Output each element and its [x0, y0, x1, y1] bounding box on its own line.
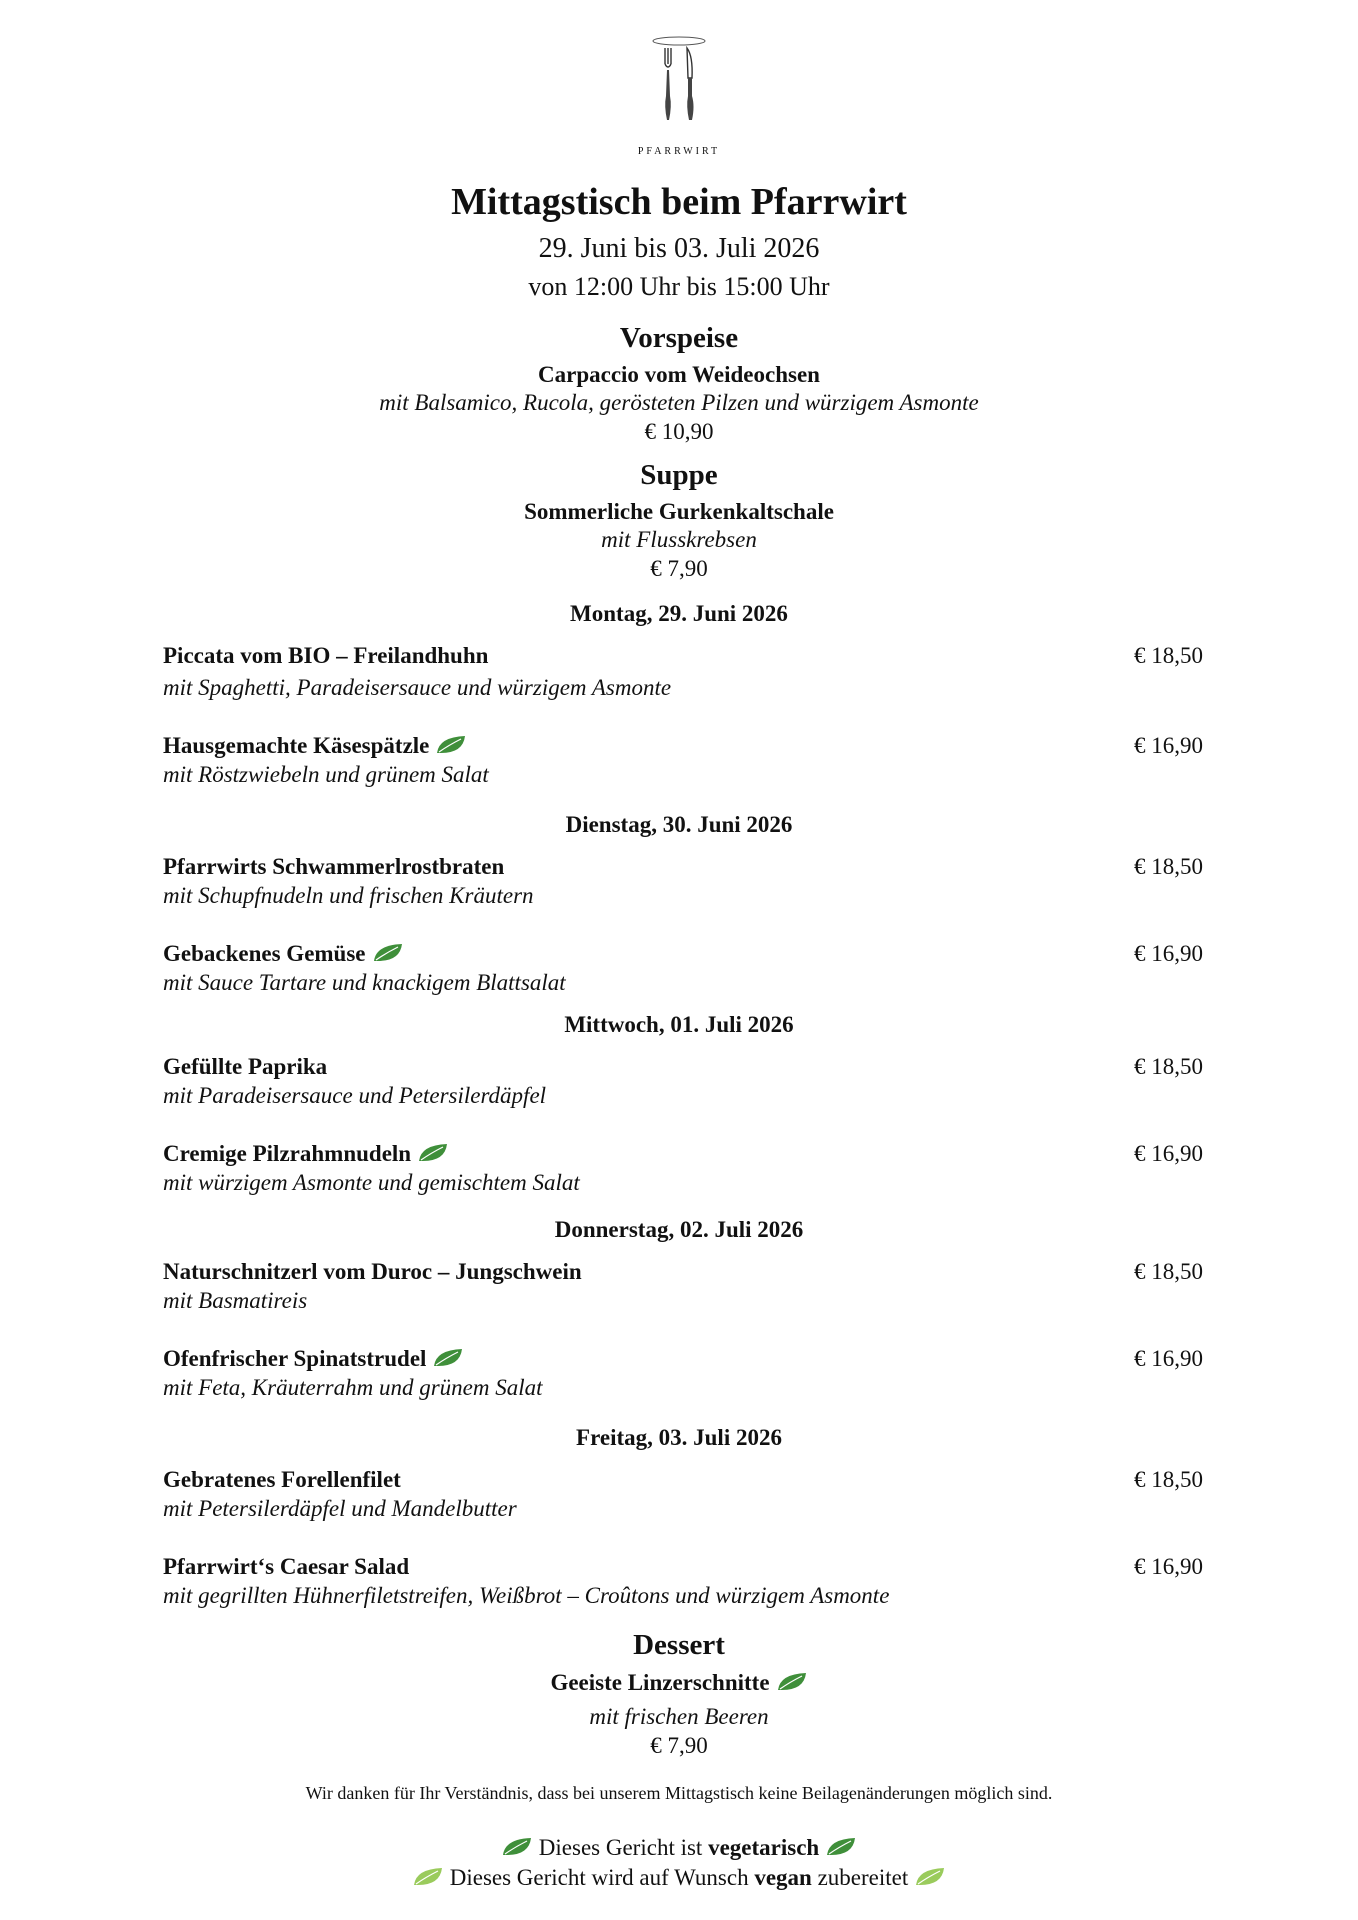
course-heading-starter: Vorspeise [619, 322, 739, 354]
day-heading-thursday: Donnerstag, 02. Juli 2026 [554, 1217, 804, 1242]
day-heading-monday: Montag, 29. Juni 2026 [570, 601, 788, 626]
legend-vegetarian-prefix: Dieses Gericht ist [538, 1835, 703, 1860]
dish-price: € 18,50 [1134, 1467, 1203, 1492]
dish-name: Naturschnitzerl vom Duroc – Jungschwein [163, 1259, 582, 1284]
dish-row [163, 854, 1203, 909]
vegetarian-leaf-icon [501, 1835, 533, 1859]
dish-description: mit Schupfnudeln und frischen Kräutern [163, 883, 534, 908]
brand-name: PFARRWIRT [637, 146, 721, 157]
dish-row [163, 1141, 1203, 1196]
dish-price: € 16,90 [1134, 1554, 1203, 1579]
dish-price: € 16,90 [1134, 941, 1203, 966]
dish-price: € 16,90 [1134, 733, 1203, 758]
dish-name: Pfarrwirt‘s Caesar Salad [163, 1554, 410, 1579]
dish-name: Hausgemachte Käsespätzle [163, 733, 430, 758]
soup-price: € 7,90 [650, 556, 708, 581]
dish-name: Piccata vom BIO – Freilandhuhn [163, 643, 489, 668]
dish-description: mit Sauce Tartare und knackigem Blattsalat [163, 970, 566, 995]
legend-vegetarian [0, 1835, 1358, 1861]
legend-vegan [0, 1865, 1358, 1891]
vegetarian-leaf-icon [432, 1346, 464, 1370]
dish-description: mit Feta, Kräuterrahm und grünem Salat [163, 1375, 543, 1400]
starter-name: Carpaccio vom Weideochsen [538, 362, 820, 387]
dish-description: mit gegrillten Hühnerfiletstreifen, Weißbrot – Croûtons und würzigem Asmonte [163, 1583, 890, 1608]
dish-price: € 16,90 [1134, 1346, 1203, 1371]
dish-row [163, 1346, 1203, 1401]
legend-vegan-suffix: zubereitet [817, 1865, 909, 1890]
dish-row [163, 1054, 1203, 1109]
dish-name: Cremige Pilzrahmnudeln [163, 1141, 412, 1166]
dish-row [163, 643, 1203, 701]
dish-row [163, 1259, 1203, 1314]
course-heading-soup: Suppe [640, 459, 718, 491]
dish-row [163, 1554, 1203, 1609]
legend-vegan-prefix: Dieses Gericht wird auf Wunsch [449, 1865, 749, 1890]
dish-row [163, 1467, 1203, 1522]
dish-price: € 18,50 [1134, 1259, 1203, 1284]
vegetarian-leaf-icon [372, 941, 404, 965]
vegetarian-leaf-icon [825, 1835, 857, 1859]
dessert-name: Geeiste Linzerschnitte [550, 1670, 770, 1695]
course-heading-dessert: Dessert [633, 1629, 725, 1661]
dish-description: mit Basmatireis [163, 1288, 308, 1313]
dish-price: € 18,50 [1134, 643, 1203, 668]
day-heading-tuesday: Dienstag, 30. Juni 2026 [565, 812, 793, 837]
dish-name: Gebackenes Gemüse [163, 941, 366, 966]
date-range: 29. Juni bis 03. Juli 2026 [538, 233, 820, 264]
page-title: Mittagstisch beim Pfarrwirt [451, 181, 907, 223]
starter-price: € 10,90 [644, 419, 714, 444]
dish-price: € 16,90 [1134, 1141, 1203, 1166]
dish-description: mit Paradeisersauce und Petersilerdäpfel [163, 1083, 547, 1108]
soup-name: Sommerliche Gurkenkaltschale [524, 499, 834, 524]
legend-vegan-word: vegan [754, 1865, 812, 1890]
vegetarian-leaf-icon [417, 1141, 449, 1165]
legend-vegetarian-word: vegetarisch [708, 1835, 820, 1860]
soup-description: mit Flusskrebsen [601, 527, 757, 552]
opening-hours: von 12:00 Uhr bis 15:00 Uhr [528, 272, 830, 301]
dish-description: mit Röstzwiebeln und grünem Salat [163, 762, 489, 787]
dish-name: Gebratenes Forellenfilet [163, 1467, 401, 1492]
dessert-name-line [0, 1670, 1358, 1696]
fork-knife-logo-icon [639, 34, 719, 134]
footnote: Wir danken für Ihr Verständnis, dass bei unserem Mittagstisch keine Beilagenänderungen möglich sind. [305, 1783, 1053, 1803]
dish-name: Pfarrwirts Schwammerlrostbraten [163, 854, 505, 879]
vegan-leaf-icon [914, 1865, 946, 1889]
starter-description: mit Balsamico, Rucola, gerösteten Pilzen und würzigem Asmonte [379, 390, 979, 415]
day-heading-friday: Freitag, 03. Juli 2026 [576, 1425, 782, 1450]
day-heading-wednesday: Mittwoch, 01. Juli 2026 [564, 1012, 794, 1037]
vegetarian-leaf-icon [435, 733, 467, 757]
dish-row [163, 941, 1203, 996]
dish-name: Ofenfrischer Spinatstrudel [163, 1346, 427, 1371]
vegan-leaf-icon [412, 1865, 444, 1889]
dessert-description: mit frischen Beeren [589, 1704, 769, 1729]
dish-price: € 18,50 [1134, 854, 1203, 879]
dessert-price: € 7,90 [650, 1733, 708, 1758]
dish-description: mit Spaghetti, Paradeisersauce und würzigem Asmonte [163, 675, 672, 700]
dish-description: mit Petersilerdäpfel und Mandelbutter [163, 1496, 517, 1521]
dish-name: Gefüllte Paprika [163, 1054, 328, 1079]
dish-row [163, 733, 1203, 788]
dish-description: mit würzigem Asmonte und gemischtem Salat [163, 1170, 580, 1195]
vegetarian-leaf-icon [776, 1670, 808, 1694]
dish-price: € 18,50 [1134, 1054, 1203, 1079]
